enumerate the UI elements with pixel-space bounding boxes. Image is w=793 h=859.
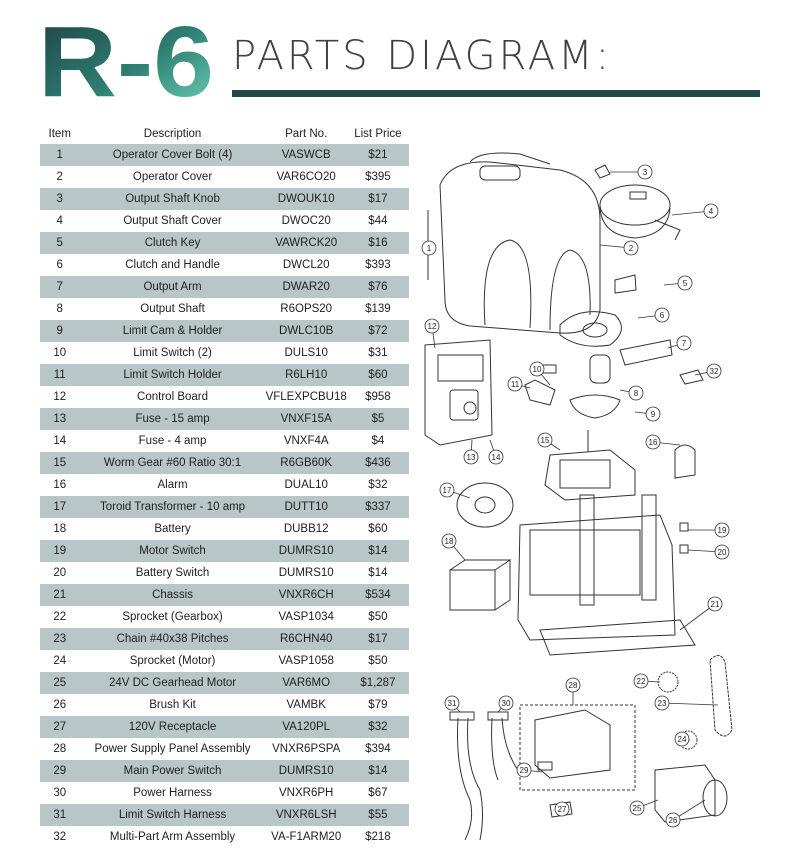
cell-description: Alarm — [79, 474, 265, 496]
table-row — [40, 166, 409, 188]
gearbox-drawing — [545, 430, 695, 500]
cell-item: 2 — [40, 166, 79, 188]
cell-part-no: VFLEXPCBU18 — [266, 386, 347, 408]
parts-table-body — [40, 144, 409, 848]
table-row — [40, 430, 409, 452]
table-row — [40, 232, 409, 254]
callout-1 — [422, 241, 436, 255]
callout-number: 18 — [444, 537, 454, 546]
cell-item: 15 — [40, 452, 79, 474]
chassis-drawing — [518, 495, 695, 655]
cell-list-price: $1,287 — [347, 672, 409, 694]
cell-description: Power Supply Panel Assembly — [79, 738, 265, 760]
callout-number: 31 — [447, 699, 457, 708]
callout-2 — [600, 241, 638, 255]
cell-item: 32 — [40, 826, 79, 848]
cell-description: Clutch Key — [79, 232, 265, 254]
table-header-row — [40, 124, 409, 144]
table-row — [40, 694, 409, 716]
cell-description: Chassis — [79, 584, 265, 606]
callout-number: 25 — [632, 804, 642, 813]
callout-22 — [634, 674, 660, 688]
column-header-description: Description — [143, 128, 202, 140]
cell-list-price: $17 — [347, 628, 409, 650]
callout-27 — [555, 802, 569, 816]
cell-list-price: $5 — [347, 408, 409, 430]
cell-part-no: DUTT10 — [266, 496, 347, 518]
cell-part-no: DWLC10B — [266, 320, 347, 342]
cell-part-no: DWCL20 — [266, 254, 347, 276]
cell-description: Toroid Transformer - 10 amp — [79, 496, 265, 518]
cell-description: Clutch and Handle — [79, 254, 265, 276]
callout-number: 20 — [717, 548, 727, 557]
cell-description: Main Power Switch — [79, 760, 265, 782]
motor-drawing — [655, 765, 727, 822]
cell-list-price: $21 — [347, 144, 409, 166]
cell-description: Output Arm — [79, 276, 265, 298]
cell-part-no: DUMRS10 — [266, 760, 347, 782]
parts-table — [40, 124, 409, 848]
callout-number: 28 — [568, 681, 578, 690]
cell-list-price: $60 — [347, 518, 409, 540]
column-header-part-no: Part No. — [285, 128, 328, 140]
cell-item: 28 — [40, 738, 79, 760]
cell-item: 24 — [40, 650, 79, 672]
table-row — [40, 474, 409, 496]
shaft-cover-drawing — [595, 165, 680, 240]
callout-number: 4 — [708, 207, 714, 216]
callout-number: 30 — [501, 699, 511, 708]
cell-list-price: $139 — [347, 298, 409, 320]
table-row — [40, 782, 409, 804]
cell-item: 10 — [40, 342, 79, 364]
cell-list-price: $50 — [347, 606, 409, 628]
cell-item: 20 — [40, 562, 79, 584]
callout-number: 24 — [677, 735, 687, 744]
cell-part-no: VAMBK — [266, 694, 347, 716]
cell-list-price: $31 — [347, 342, 409, 364]
callout-number: 23 — [657, 699, 667, 708]
r6-logo — [38, 16, 216, 102]
battery-drawing — [450, 560, 510, 610]
cell-item: 3 — [40, 188, 79, 210]
callout-number: 10 — [532, 365, 542, 374]
callout-17 — [440, 483, 470, 498]
table-row — [40, 584, 409, 606]
cell-description: Sprocket (Motor) — [79, 650, 265, 672]
cell-description: Multi-Part Arm Assembly — [79, 826, 265, 848]
cell-list-price: $958 — [347, 386, 409, 408]
cell-list-price: $50 — [347, 650, 409, 672]
callout-number: 12 — [427, 322, 437, 331]
cell-item: 25 — [40, 672, 79, 694]
cell-list-price: $394 — [347, 738, 409, 760]
cell-item: 6 — [40, 254, 79, 276]
cell-item: 18 — [40, 518, 79, 540]
callout-13 — [464, 440, 478, 464]
cell-part-no: VNXR6LSH — [266, 804, 347, 826]
cell-part-no: VAR6CO20 — [266, 166, 347, 188]
cell-list-price: $44 — [347, 210, 409, 232]
callout-25 — [630, 800, 658, 815]
table-row — [40, 716, 409, 738]
callout-number: 9 — [650, 410, 656, 419]
cell-list-price: $14 — [347, 562, 409, 584]
cell-list-price: $16 — [347, 232, 409, 254]
operator-cover-drawing — [428, 153, 600, 333]
cell-part-no: DWOUK10 — [266, 188, 347, 210]
cell-part-no: R6OPS20 — [266, 298, 347, 320]
cell-list-price: $395 — [347, 166, 409, 188]
cell-description: Brush Kit — [79, 694, 265, 716]
table-row — [40, 320, 409, 342]
cell-part-no: VNXF15A — [266, 408, 347, 430]
callout-number: 15 — [540, 436, 550, 445]
callout-number: 32 — [709, 367, 719, 376]
callout-31 — [445, 696, 460, 712]
cell-description: Chain #40x38 Pitches — [79, 628, 265, 650]
cell-description: Output Shaft Cover — [79, 210, 265, 232]
table-row — [40, 540, 409, 562]
table-row — [40, 738, 409, 760]
cell-part-no: VNXR6PH — [266, 782, 347, 804]
table-row — [40, 562, 409, 584]
cell-part-no: VAWRCK20 — [266, 232, 347, 254]
cell-part-no: DUMRS10 — [266, 562, 347, 584]
cell-part-no: VA-F1ARM20 — [266, 826, 347, 848]
cell-description: Fuse - 4 amp — [79, 430, 265, 452]
table-row — [40, 650, 409, 672]
callout-number: 19 — [717, 526, 727, 535]
transformer-drawing — [457, 483, 513, 527]
cell-part-no: DUAL10 — [266, 474, 347, 496]
cell-list-price: $14 — [347, 540, 409, 562]
table-row — [40, 210, 409, 232]
cell-part-no: VNXR6CH — [266, 584, 347, 606]
callout-number: 13 — [466, 453, 476, 462]
cell-list-price: $32 — [347, 716, 409, 738]
callout-number: 6 — [659, 311, 665, 320]
callout-21 — [680, 597, 722, 630]
title-underline — [232, 90, 760, 97]
callout-6 — [638, 308, 669, 322]
callout-28 — [566, 678, 580, 705]
table-row — [40, 452, 409, 474]
cell-list-price: $32 — [347, 474, 409, 496]
cell-item: 26 — [40, 694, 79, 716]
column-header-list-price: List Price — [354, 128, 402, 140]
callout-3 — [610, 165, 652, 179]
cell-part-no: VAR6MO — [266, 672, 347, 694]
column-header-item: Item — [48, 128, 71, 140]
callout-18 — [442, 534, 465, 560]
cell-description: Worm Gear #60 Ratio 30:1 — [79, 452, 265, 474]
cell-item: 27 — [40, 716, 79, 738]
cell-part-no: R6LH10 — [266, 364, 347, 386]
cell-description: 24V DC Gearhead Motor — [79, 672, 265, 694]
cell-description: Control Board — [79, 386, 265, 408]
cell-description: Limit Switch Harness — [79, 804, 265, 826]
table-row — [40, 408, 409, 430]
callout-number: 16 — [648, 438, 658, 447]
callout-number: 8 — [633, 389, 639, 398]
table-row — [40, 826, 409, 848]
callout-24 — [675, 732, 690, 746]
cell-item: 5 — [40, 232, 79, 254]
cell-list-price: $337 — [347, 496, 409, 518]
callout-9 — [635, 407, 660, 421]
cell-item: 31 — [40, 804, 79, 826]
cell-description: 120V Receptacle — [79, 716, 265, 738]
callout-26 — [666, 800, 705, 827]
cell-part-no: DUMRS10 — [266, 540, 347, 562]
callout-5 — [664, 276, 692, 290]
callout-number: 26 — [668, 816, 678, 825]
cell-item: 9 — [40, 320, 79, 342]
table-row — [40, 518, 409, 540]
cell-item: 14 — [40, 430, 79, 452]
callout-19 — [688, 523, 729, 537]
callout-number: 7 — [681, 339, 687, 348]
table-row — [40, 144, 409, 166]
callout-number: 22 — [636, 677, 646, 686]
cell-list-price: $534 — [347, 584, 409, 606]
callout-number: 2 — [628, 244, 634, 253]
cell-part-no: VASP1058 — [266, 650, 347, 672]
callout-number: 21 — [710, 600, 720, 609]
table-row — [40, 188, 409, 210]
cell-list-price: $72 — [347, 320, 409, 342]
callout-number: 27 — [557, 805, 567, 814]
cell-part-no: VNXR6PSPA — [266, 738, 347, 760]
cell-description: Battery — [79, 518, 265, 540]
callout-4 — [672, 204, 718, 218]
cell-item: 19 — [40, 540, 79, 562]
cell-list-price: $55 — [347, 804, 409, 826]
cell-item: 11 — [40, 364, 79, 386]
cell-item: 17 — [40, 496, 79, 518]
power-supply-panel-drawing — [520, 705, 635, 817]
cell-list-price: $17 — [347, 188, 409, 210]
cell-item: 1 — [40, 144, 79, 166]
callout-number: 11 — [510, 380, 520, 389]
logo-text: R-6 — [38, 16, 214, 102]
cell-item: 16 — [40, 474, 79, 496]
cell-list-price: $14 — [347, 760, 409, 782]
cell-part-no: DWAR20 — [266, 276, 347, 298]
table-row — [40, 628, 409, 650]
callout-number: 3 — [642, 168, 648, 177]
cell-list-price: $436 — [347, 452, 409, 474]
cell-description: Operator Cover Bolt (4) — [79, 144, 265, 166]
cell-list-price: $60 — [347, 364, 409, 386]
page-title: PARTS DIAGRAM: — [232, 33, 613, 79]
cell-description: Battery Switch — [79, 562, 265, 584]
callout-number: 14 — [491, 453, 501, 462]
cell-part-no: R6GB60K — [266, 452, 347, 474]
cell-description: Motor Switch — [79, 540, 265, 562]
table-row — [40, 364, 409, 386]
callout-number: 1 — [426, 244, 432, 253]
cell-part-no: VA120PL — [266, 716, 347, 738]
callout-20 — [688, 545, 729, 559]
cell-list-price: $393 — [347, 254, 409, 276]
control-board-drawing — [425, 340, 556, 445]
harness-drawing — [450, 712, 518, 840]
table-row — [40, 254, 409, 276]
callout-30 — [498, 696, 513, 712]
callout-16 — [646, 435, 680, 449]
table-row — [40, 804, 409, 826]
cell-list-price: $67 — [347, 782, 409, 804]
table-row — [40, 760, 409, 782]
cell-part-no: DUBB12 — [266, 518, 347, 540]
table-row — [40, 276, 409, 298]
cell-list-price: $79 — [347, 694, 409, 716]
cell-item: 12 — [40, 386, 79, 408]
cell-description: Limit Cam & Holder — [79, 320, 265, 342]
callout-23 — [655, 696, 718, 710]
callout-8 — [620, 386, 643, 400]
cell-description: Output Shaft — [79, 298, 265, 320]
callout-number: 17 — [442, 486, 452, 495]
cell-item: 21 — [40, 584, 79, 606]
cell-list-price: $76 — [347, 276, 409, 298]
cell-part-no: VNXF4A — [266, 430, 347, 452]
table-row — [40, 496, 409, 518]
cell-item: 8 — [40, 298, 79, 320]
callout-14 — [489, 440, 503, 464]
cell-description: Limit Switch (2) — [79, 342, 265, 364]
cell-part-no: VASWCB — [266, 144, 347, 166]
cell-list-price: $218 — [347, 826, 409, 848]
cell-item: 4 — [40, 210, 79, 232]
callout-number: 5 — [682, 279, 688, 288]
table-row — [40, 672, 409, 694]
cell-list-price: $4 — [347, 430, 409, 452]
cell-item: 30 — [40, 782, 79, 804]
cell-part-no: DWOC20 — [266, 210, 347, 232]
cell-part-no: DULS10 — [266, 342, 347, 364]
table-row — [40, 342, 409, 364]
cell-description: Power Harness — [79, 782, 265, 804]
cell-item: 7 — [40, 276, 79, 298]
cell-description: Fuse - 15 amp — [79, 408, 265, 430]
table-row — [40, 386, 409, 408]
cell-description: Sprocket (Gearbox) — [79, 606, 265, 628]
cell-item: 22 — [40, 606, 79, 628]
cell-description: Output Shaft Knob — [79, 188, 265, 210]
cell-item: 23 — [40, 628, 79, 650]
cell-description: Operator Cover — [79, 166, 265, 188]
table-row — [40, 606, 409, 628]
parts-diagram — [410, 150, 793, 859]
cell-part-no: VASP1034 — [266, 606, 347, 628]
table-row — [40, 298, 409, 320]
cell-item: 13 — [40, 408, 79, 430]
cell-part-no: R6CHN40 — [266, 628, 347, 650]
cell-description: Limit Switch Holder — [79, 364, 265, 386]
callout-15 — [538, 433, 560, 450]
callout-number: 29 — [519, 766, 529, 775]
cell-item: 29 — [40, 760, 79, 782]
